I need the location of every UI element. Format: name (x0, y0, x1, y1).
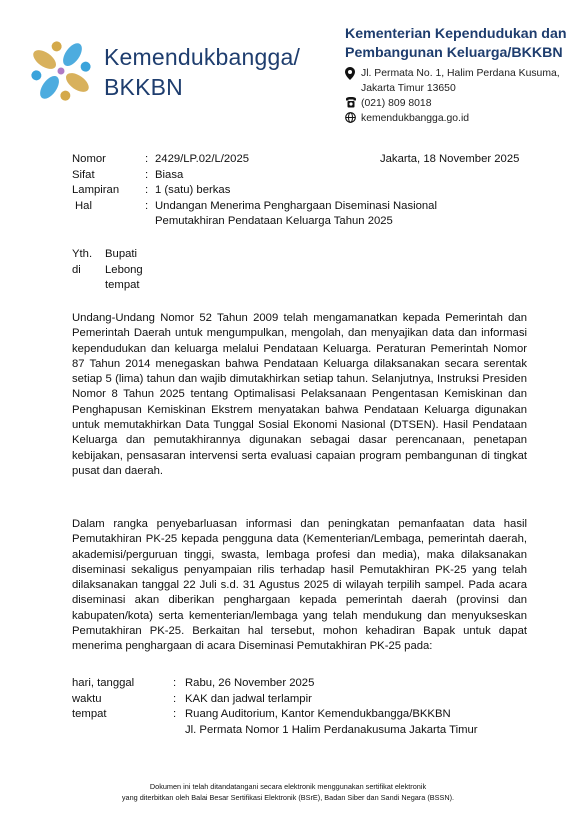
institution-line-1: Kementerian Kependudukan dan (345, 26, 567, 42)
schedule-row-time: waktu : KAK dan jadwal terlampir (72, 692, 532, 708)
meta-row-nomor: Nomor : 2429/LP.02/L/2025 (72, 152, 532, 168)
brand-line-1: Kemendukbangga/ (104, 44, 301, 70)
schedule-value: Rabu, 26 November 2025 (185, 677, 315, 689)
organization-logo (26, 34, 96, 108)
institution-name (345, 25, 567, 63)
e-signature-footer (0, 782, 576, 803)
event-schedule (72, 676, 532, 738)
contact-block (345, 66, 560, 126)
addressee-place: tempat (105, 279, 140, 292)
meta-value: 2429/LP.02/L/2025 (155, 153, 250, 165)
schedule-row-date: hari, tanggal : Rabu, 26 November 2025 (72, 676, 532, 692)
place-line-2: Jl. Permata Nomor 1 Halim Perdanakusuma Jakarta Timur (185, 723, 478, 736)
phone-row (345, 96, 560, 111)
address-line-2: Jakarta Timur 13650 (361, 83, 456, 94)
schedule-key: tempat (72, 708, 107, 721)
schedule-value: Ruang Auditorium, Kantor Kemendukbangga/BKKBN (185, 708, 451, 721)
meta-row-lampiran: Lampiran : 1 (satu) berkas (72, 183, 532, 199)
website-link[interactable]: kemendukbangga.go.id (361, 113, 470, 124)
addressee-prefix: Yth. (72, 248, 93, 260)
meta-key: Sifat (72, 168, 95, 181)
address-line-1: Jl. Permata No. 1, Halim Perdana Kusuma, (361, 68, 560, 79)
meta-row-sifat: Sifat : Biasa (72, 168, 532, 184)
brand-name (104, 42, 300, 102)
schedule-key: hari, tanggal (72, 677, 135, 689)
globe-icon (345, 111, 361, 123)
schedule-key: waktu (72, 692, 102, 705)
meta-value: 1 (satu) berkas (155, 184, 231, 197)
addressee-di: di (72, 263, 81, 276)
phone-number: (021) 809 8018 (361, 98, 432, 109)
subject-line-2: Pemutakhiran Pendataan Keluarga Tahun 2025 (155, 215, 393, 228)
schedule-row-place-cont (72, 723, 532, 739)
brand-line-2: BKKBN (104, 74, 183, 100)
meta-key: Lampiran (72, 184, 120, 197)
meta-row-hal: Hal : Undangan Menerima Penghargaan Diseminasi Nasional (72, 199, 532, 215)
addressee-name: Bupati Lebong (105, 248, 143, 276)
footer-line-1: Dokumen ini telah ditandatangani secara elektronik menggunakan sertifikat elektronik (149, 782, 427, 791)
schedule-row-place: tempat : Ruang Auditorium, Kantor Kemendukbangga/BKKBN (72, 707, 532, 723)
meta-value: Undangan Menerima Penghargaan Diseminasi Nasional (155, 199, 437, 212)
meta-key: Nomor (72, 153, 106, 165)
phone-icon (345, 96, 361, 108)
schedule-value: KAK dan jadwal terlampir (185, 692, 312, 705)
location-pin-icon (345, 66, 361, 80)
body-paragraph-2: Dalam rangka penyebarluasan informasi dan peningkatan pemanfaatan data hasil Pemutakhiran PK-25 kepada pengguna data (Kementerian/Lembaga, pemerintah daerah, akademisi/perguruan tinggi, swasta, lembaga profesi dan media), maka dilaksanakan diseminasi sekaligus penyampaian rilis terhadap hasil Pemutakhiran PK-25 yang telah dilaksanakan tanggal 22 Juli s.d. 31 Agustus 2025 di wilayah terpilih sampel. Pada acara diseminasi akan diberikan penghargaan kepada pemerintah daerah (provinsi dan kabupaten/kota) serta kementerian/lembaga yang telah mendukung dan menyukseskan Pemutakhiran PK-25. Berkaitan hal tersebut, mohon kehadiran Bapak untuk dapat menerima penghargaan di acara Diseminasi Pemutakhiran PK-25 pada: (72, 518, 527, 653)
body-paragraph-1: Undang-Undang Nomor 52 Tahun 2009 telah mengamanatkan kepada Pemerintah dan Pemerintah Daerah untuk mengumpulkan, mengolah, dan menyajikan data dan informasi kependudukan dan keluarga melalui Pendataan Keluarga. Peraturan Pemerintah Nomor 87 Tahun 2014 menegaskan bahwa Pendataan Keluarga dilaksanakan secara serentak setiap 5 (lima) tahun dan wajib dimutakhirkan setiap tahun. Selanjutnya, Instruksi Presiden Nomor 8 Tahun 2025 tentang Optimalisasi Pelaksanaan Pengentasan Kemiskinan dan Penghapusan Kemiskinan Ekstrem menyatakan bahwa Pendataan Keluarga digunakan untuk memutakhirkan Data Tunggal Sosial Ekonomi Nasional (DTSEN). Hasil Pendataan Keluarga dan pemutakhirannya digunakan sebagai dasar perencanaan, penetapan kebijakan, pensasaran intervensi serta evaluasi capaian program pembangunan di tingkat pusat dan daerah. (72, 312, 527, 477)
meta-value: Biasa (155, 168, 184, 181)
address-row (345, 66, 560, 96)
letter-date: Jakarta, 18 November 2025 (380, 153, 520, 165)
meta-key: Hal (75, 199, 92, 212)
institution-line-2: Pembangunan Keluarga/BKKBN (345, 45, 563, 61)
website-row (345, 111, 560, 126)
meta-row-hal-cont (72, 214, 532, 230)
footer-line-2: yang diterbitkan oleh Balai Besar Sertifikasi Elektronik (BSrE), Badan Siber dan Sandi Negara (BSSN). (121, 792, 455, 802)
addressee-block (72, 247, 143, 294)
